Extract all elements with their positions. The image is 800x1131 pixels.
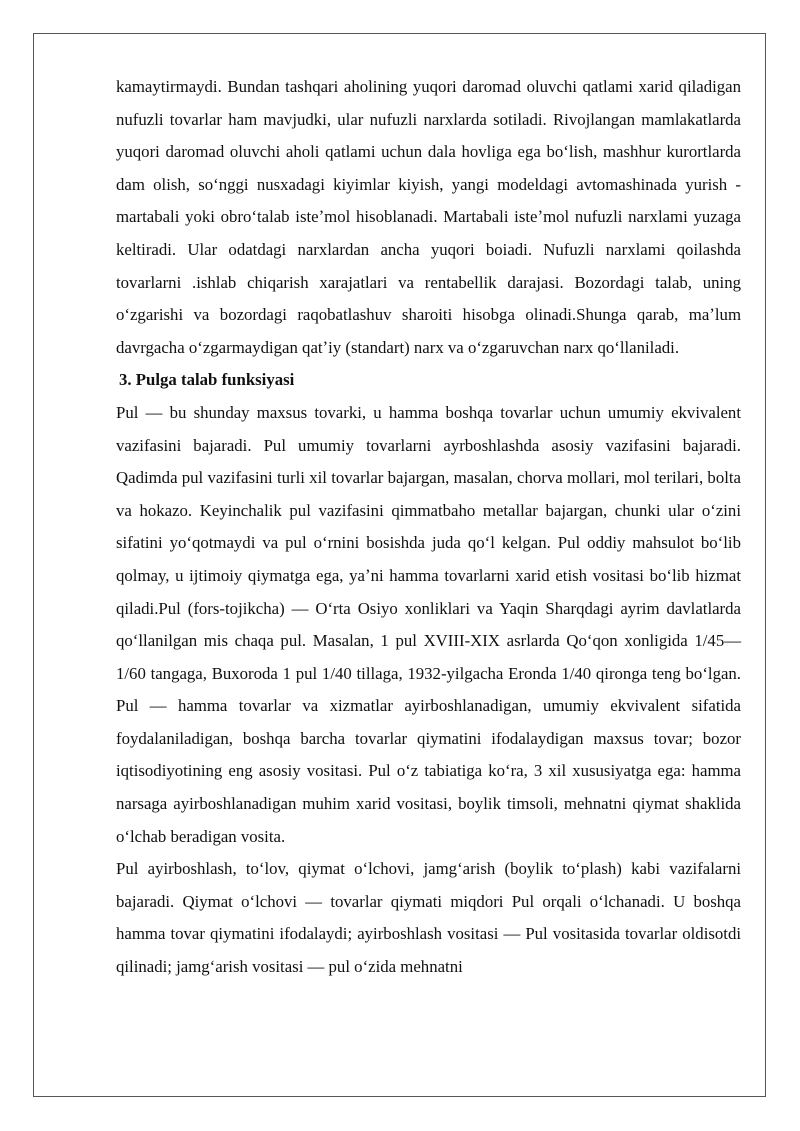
section-heading: 3. Pulga talab funksiyasi bbox=[119, 370, 295, 390]
paragraph-pul-definition: Pul — bu shunday maxsus tovarki, u hamma boshqa tovarlar uchun umumiy ekvivalent vazifasini bajaradi. Pul umumiy tovarlarni ayrboshlashda asosiy vazifasini bajaradi. Qadimda pul vazifasini turli xil tovarlar bajargan, masalan, chorva mollari, mol terilari, bolta va hokazo. Keyinchalik pul vazifasini qimmatbaho metallar bajargan, chunki ular oʻzini sifatini yoʻqotmaydi va pul oʻrnini bosishda juda qoʻl kelgan. Pul oddiy mahsulot boʻlib qolmay, u ijtimoiy qiymatga ega, yaʼni hamma tovarlarni xarid etish vositasi boʻlib hizmat qiladi.Pul (fors-tojikcha) — Oʻrta Osiyo xonliklari va Yaqin Sharqdagi ayrim davlatlarda qoʻllanilgan mis chaqa pul. Masalan, 1 pul XVIII-XIX asrlarda Qoʻqon xonligida 1/45—1/60 tangaga, Buxoroda 1 pul 1/40 tillaga, 1932-yilgacha Eronda 1/40 qironga teng boʻlgan. Pul — hamma tovarlar va xizmatlar ayirboshlanadigan, umumiy ekvivalent sifatida foydalaniladigan, boshqa barcha tovarlar qiymatini ifodalaydigan maxsus tovar; bozor iqtisodiyotining eng asosiy vositasi. Pul oʻz tabiatiga koʻra, 3 xil xususiyatga ega: hamma narsaga ayirboshlanadigan muhim xarid vositasi, boylik timsoli, mehnatni qiymat shaklida oʻlchab beradigan vosita. bbox=[116, 402, 741, 846]
document-body bbox=[116, 71, 741, 984]
paragraph-pul-functions: Pul ayirboshlash, toʻlov, qiymat oʻlchovi, jamgʻarish (boylik toʻplash) kabi vazifalarni bajaradi. Qiymat oʻlchovi — tovarlar qiymati miqdori Pul orqali oʻlchanadi. U boshqa hamma tovar qiymatini ifodalaydi; ayirboshlash vositasi — Pul vositasida tovarlar oldisotdi qilinadi; jamgʻarish vositasi — pul oʻzida mehnatni bbox=[116, 859, 741, 977]
paragraph-intro: kamaytirmaydi. Bundan tashqari aholining yuqori daromad oluvchi qatlami xarid qiladigan nufuzli tovarlar ham mavjudki, ular nufuzli narxlarda sotiladi. Rivojlangan mamlakatlarda yuqori daromad oluvchi aholi qatlami uchun dala hovliga ega boʻlish, mashhur kurortlarda dam olish, soʻnggi nusxadagi kiyimlar kiyish, yangi modeldagi avtomashinada yurish - martabali yoki obroʻtalab isteʼmol hisoblanadi. Martabali isteʼmol nufuzli narxlami yuzaga keltiradi. Ular odatdagi narxlardan ancha yuqori boiadi. Nufuzli narxlami qoilashda tovarlarni .ishlab chiqarish xarajatlari va rentabellik darajasi. Bozordagi talab, uning oʻzgarishi va bozordagi raqobatlashuv sharoiti hisobga olinadi.Shunga qarab, maʼlum davrgacha oʻzgarmaydigan qatʼiy (standart) narx va oʻzgaruvchan narx qoʻllaniladi. bbox=[116, 77, 741, 357]
